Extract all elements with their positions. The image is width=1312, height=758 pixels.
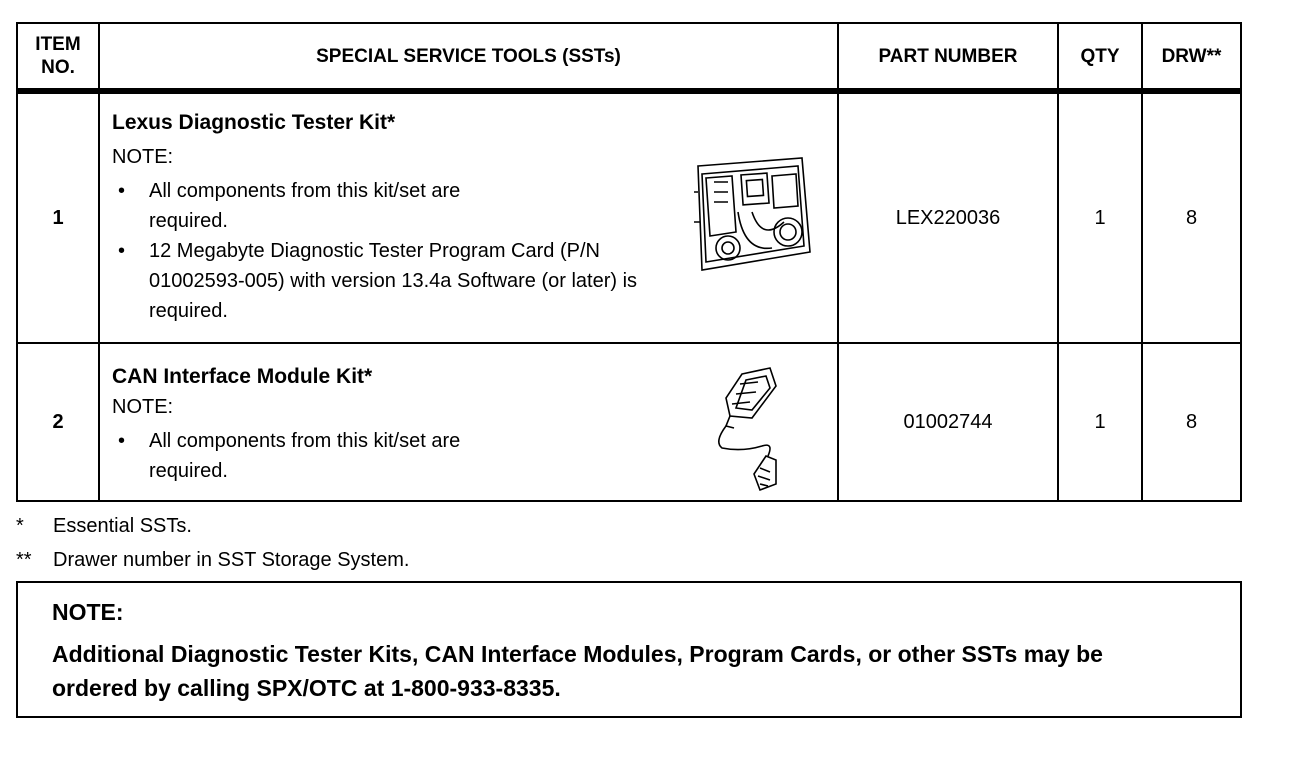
header-qty: QTY — [1080, 45, 1120, 67]
row-1-qty: 1 — [1094, 206, 1106, 229]
header-drw: DRW** — [1161, 45, 1222, 67]
row-1-title: Lexus Diagnostic Tester Kit* — [112, 111, 396, 134]
row-1-bullet-list — [112, 176, 712, 326]
row-1-item-no: 1 — [52, 206, 64, 229]
header-tools: SPECIAL SERVICE TOOLS (SSTs) — [316, 45, 621, 67]
row-2-drw: 8 — [1185, 410, 1198, 433]
row-1-description — [112, 110, 712, 326]
row-2-description — [112, 364, 712, 486]
header-item-no: ITEM NO. — [35, 34, 81, 78]
bullet-icon: • — [118, 240, 126, 262]
list-item: • 12 Megabyte Diagnostic Tester Program Card (P/N 01002593-005) with version 13.4a Software (or later) is required. — [112, 236, 712, 326]
row-1-drw: 8 — [1185, 206, 1198, 229]
list-item: • All components from this kit/set are required. — [112, 176, 712, 236]
footnote-mark: ** — [16, 549, 32, 571]
footnote-mark: * — [16, 515, 24, 537]
footnote-text: Essential SSTs. — [53, 515, 192, 537]
diagnostic-tester-kit-icon — [692, 152, 816, 276]
list-item: • All components from this kit/set are required. — [112, 426, 712, 486]
note-box-title: NOTE: — [52, 599, 124, 625]
sst-table — [16, 22, 1242, 502]
row-2-bullet-list — [112, 426, 712, 486]
row-1-part-number: LEX220036 — [895, 206, 1001, 229]
note-box — [16, 581, 1242, 718]
can-interface-module-icon — [712, 364, 786, 496]
row-1-note-label: NOTE: — [112, 146, 174, 168]
header-part-number: PART NUMBER — [878, 45, 1018, 67]
row-2-part-number: 01002744 — [903, 410, 993, 433]
row-2-item-no: 2 — [52, 410, 64, 433]
note-box-body: Additional Diagnostic Tester Kits, CAN Interface Modules, Program Cards, or other SSTs may be ordered by calling SPX/OTC at 1-800-933-8335. — [52, 641, 1103, 701]
footnote — [16, 548, 409, 572]
bullet-icon: • — [118, 430, 126, 452]
footnote-text: Drawer number in SST Storage System. — [53, 549, 410, 571]
row-2-title: CAN Interface Module Kit* — [112, 365, 373, 388]
bullet-icon: • — [118, 180, 126, 202]
column-divider — [98, 24, 100, 500]
footnote — [16, 514, 192, 538]
row-2-note-label: NOTE: — [112, 396, 174, 418]
row-2-qty: 1 — [1094, 410, 1106, 433]
